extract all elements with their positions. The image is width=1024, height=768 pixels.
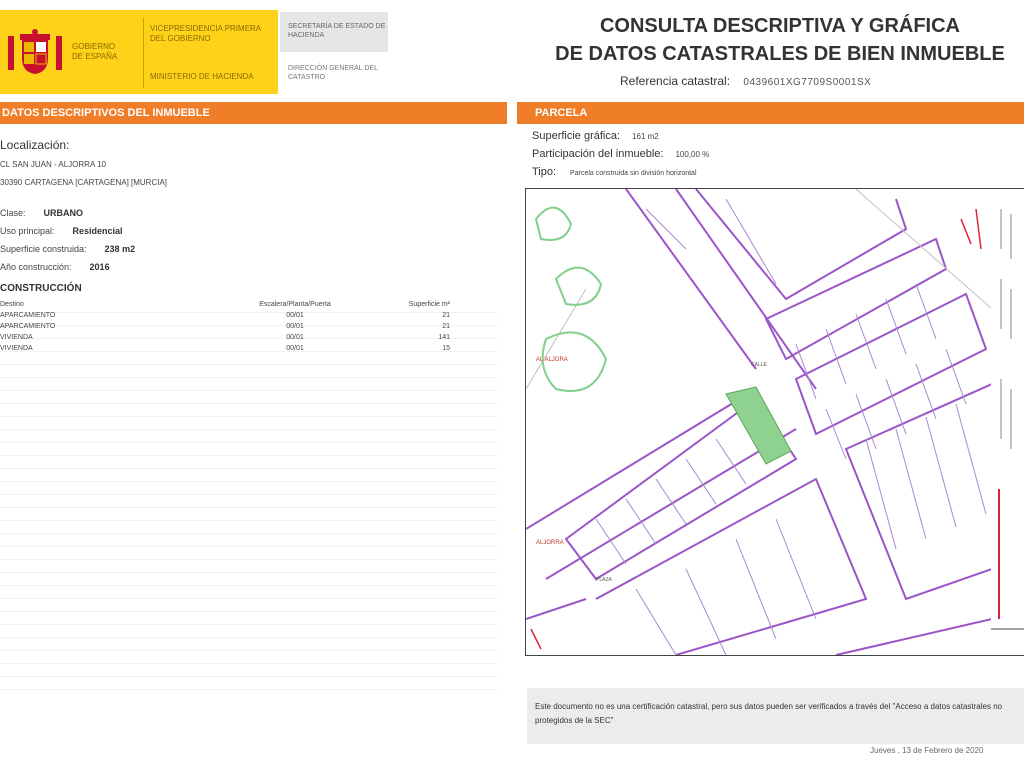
col-superficie: Superficie m²	[408, 300, 450, 308]
ref-label: Referencia catastral:	[620, 74, 731, 88]
table-background-stripes	[0, 300, 497, 700]
field-superficie	[0, 244, 135, 254]
direccion-general-text: DIRECCIÓN GENERAL DEL CATASTRO	[288, 65, 378, 81]
disclaimer-box	[527, 688, 1024, 744]
field-value: 100,00 %	[675, 150, 710, 159]
document-date: Jueves , 13 de Febrero de 2020	[870, 746, 984, 755]
field-value: 2016	[89, 262, 110, 272]
cell: 21	[442, 312, 450, 319]
section-bar-parcela: PARCELA	[517, 102, 1024, 124]
cell: 00/01	[286, 312, 304, 319]
field-value: URBANO	[43, 208, 84, 218]
cell: APARCAMIENTO	[0, 312, 56, 319]
title-line1: CONSULTA DESCRIPTIVA Y GRÁFICA	[599, 15, 961, 37]
gobierno-de-espana-text	[72, 42, 117, 62]
cell: VIVIENDA	[0, 345, 33, 352]
map-label: ALJORRA	[536, 540, 564, 546]
cell: 00/01	[286, 345, 304, 352]
construction-table	[0, 298, 490, 354]
section-bar-descriptive: DATOS DESCRIPTIVOS DEL INMUEBLE	[0, 102, 507, 124]
location-label: Localización:	[0, 138, 70, 152]
cell: VIVIENDA	[0, 334, 33, 341]
map-label: AL ALJORA	[536, 357, 568, 363]
field-anio	[0, 262, 110, 272]
gov-line1: GOBIERNO	[72, 42, 116, 51]
parcel-map-drawing	[526, 189, 992, 655]
cell: 15	[442, 345, 450, 352]
field-label: Año construcción:	[0, 262, 72, 272]
col-destino: Destino	[0, 300, 24, 308]
field-participacion	[532, 148, 709, 160]
secretaria-block	[280, 12, 388, 52]
map-legend	[991, 188, 1024, 656]
legend-drawing	[991, 189, 1024, 655]
table-header-row	[0, 298, 490, 310]
address-line2: 30390 CARTAGENA [CARTAGENA] [MURCIA]	[0, 178, 168, 187]
logo-divider	[143, 18, 144, 88]
government-logo-block	[0, 10, 278, 94]
field-value: 161 m2	[632, 132, 659, 141]
cell: 00/01	[286, 323, 304, 330]
cell: APARCAMIENTO	[0, 323, 56, 330]
table-row	[0, 332, 490, 343]
cell: 21	[442, 323, 450, 330]
field-value: Residencial	[72, 226, 123, 236]
field-label: Participación del inmueble:	[532, 148, 664, 160]
cadastral-map[interactable]	[525, 188, 993, 656]
field-label: Superficie gráfica:	[532, 130, 621, 142]
table-row	[0, 343, 490, 354]
secretaria-text: SECRETARÍA DE ESTADO DE HACIENDA	[288, 23, 386, 39]
col-escalera: Escalera/Planta/Puerta	[259, 300, 331, 308]
coat-of-arms-icon	[6, 28, 64, 78]
document-title	[540, 12, 1020, 68]
table-row	[0, 310, 490, 321]
map-label: PLAZA	[596, 577, 612, 583]
cell: 00/01	[286, 334, 304, 341]
ministerio-text: MINISTERIO DE HACIENDA	[150, 72, 254, 81]
cadastral-reference	[620, 74, 871, 88]
title-line2: DE DATOS CATASTRALES DE BIEN INMUEBLE	[555, 43, 1005, 65]
field-label: Superficie construida:	[0, 244, 87, 254]
gov-line2: DE ESPAÑA	[72, 52, 118, 61]
disclaimer-text: Este documento no es una certificación catastral, pero sus datos pueden ser verificados a través del "Acceso a datos catastrales no protegidos de la SEC"	[535, 702, 1003, 725]
field-label: Uso principal:	[0, 226, 55, 236]
field-value: 238 m2	[104, 244, 136, 254]
map-label: CALLE	[751, 362, 767, 368]
field-label: Tipo:	[532, 166, 557, 178]
construction-label: CONSTRUCCIÓN	[0, 283, 82, 294]
cell: 141	[438, 334, 450, 341]
field-superficie-grafica	[532, 130, 659, 142]
field-uso	[0, 226, 123, 236]
address-line1: CL SAN JUAN - ALJORRA 10	[0, 160, 106, 169]
field-value: Parcela construida sin división horizontal	[570, 170, 697, 177]
table-row	[0, 321, 490, 332]
field-tipo	[532, 166, 697, 178]
field-clase	[0, 208, 83, 218]
ref-value: 0439601XG7709S0001SX	[743, 77, 872, 88]
vicepresidencia-text: VICEPRESIDENCIA PRIMERA DEL GOBIERNO	[150, 24, 261, 43]
field-label: Clase:	[0, 208, 26, 218]
